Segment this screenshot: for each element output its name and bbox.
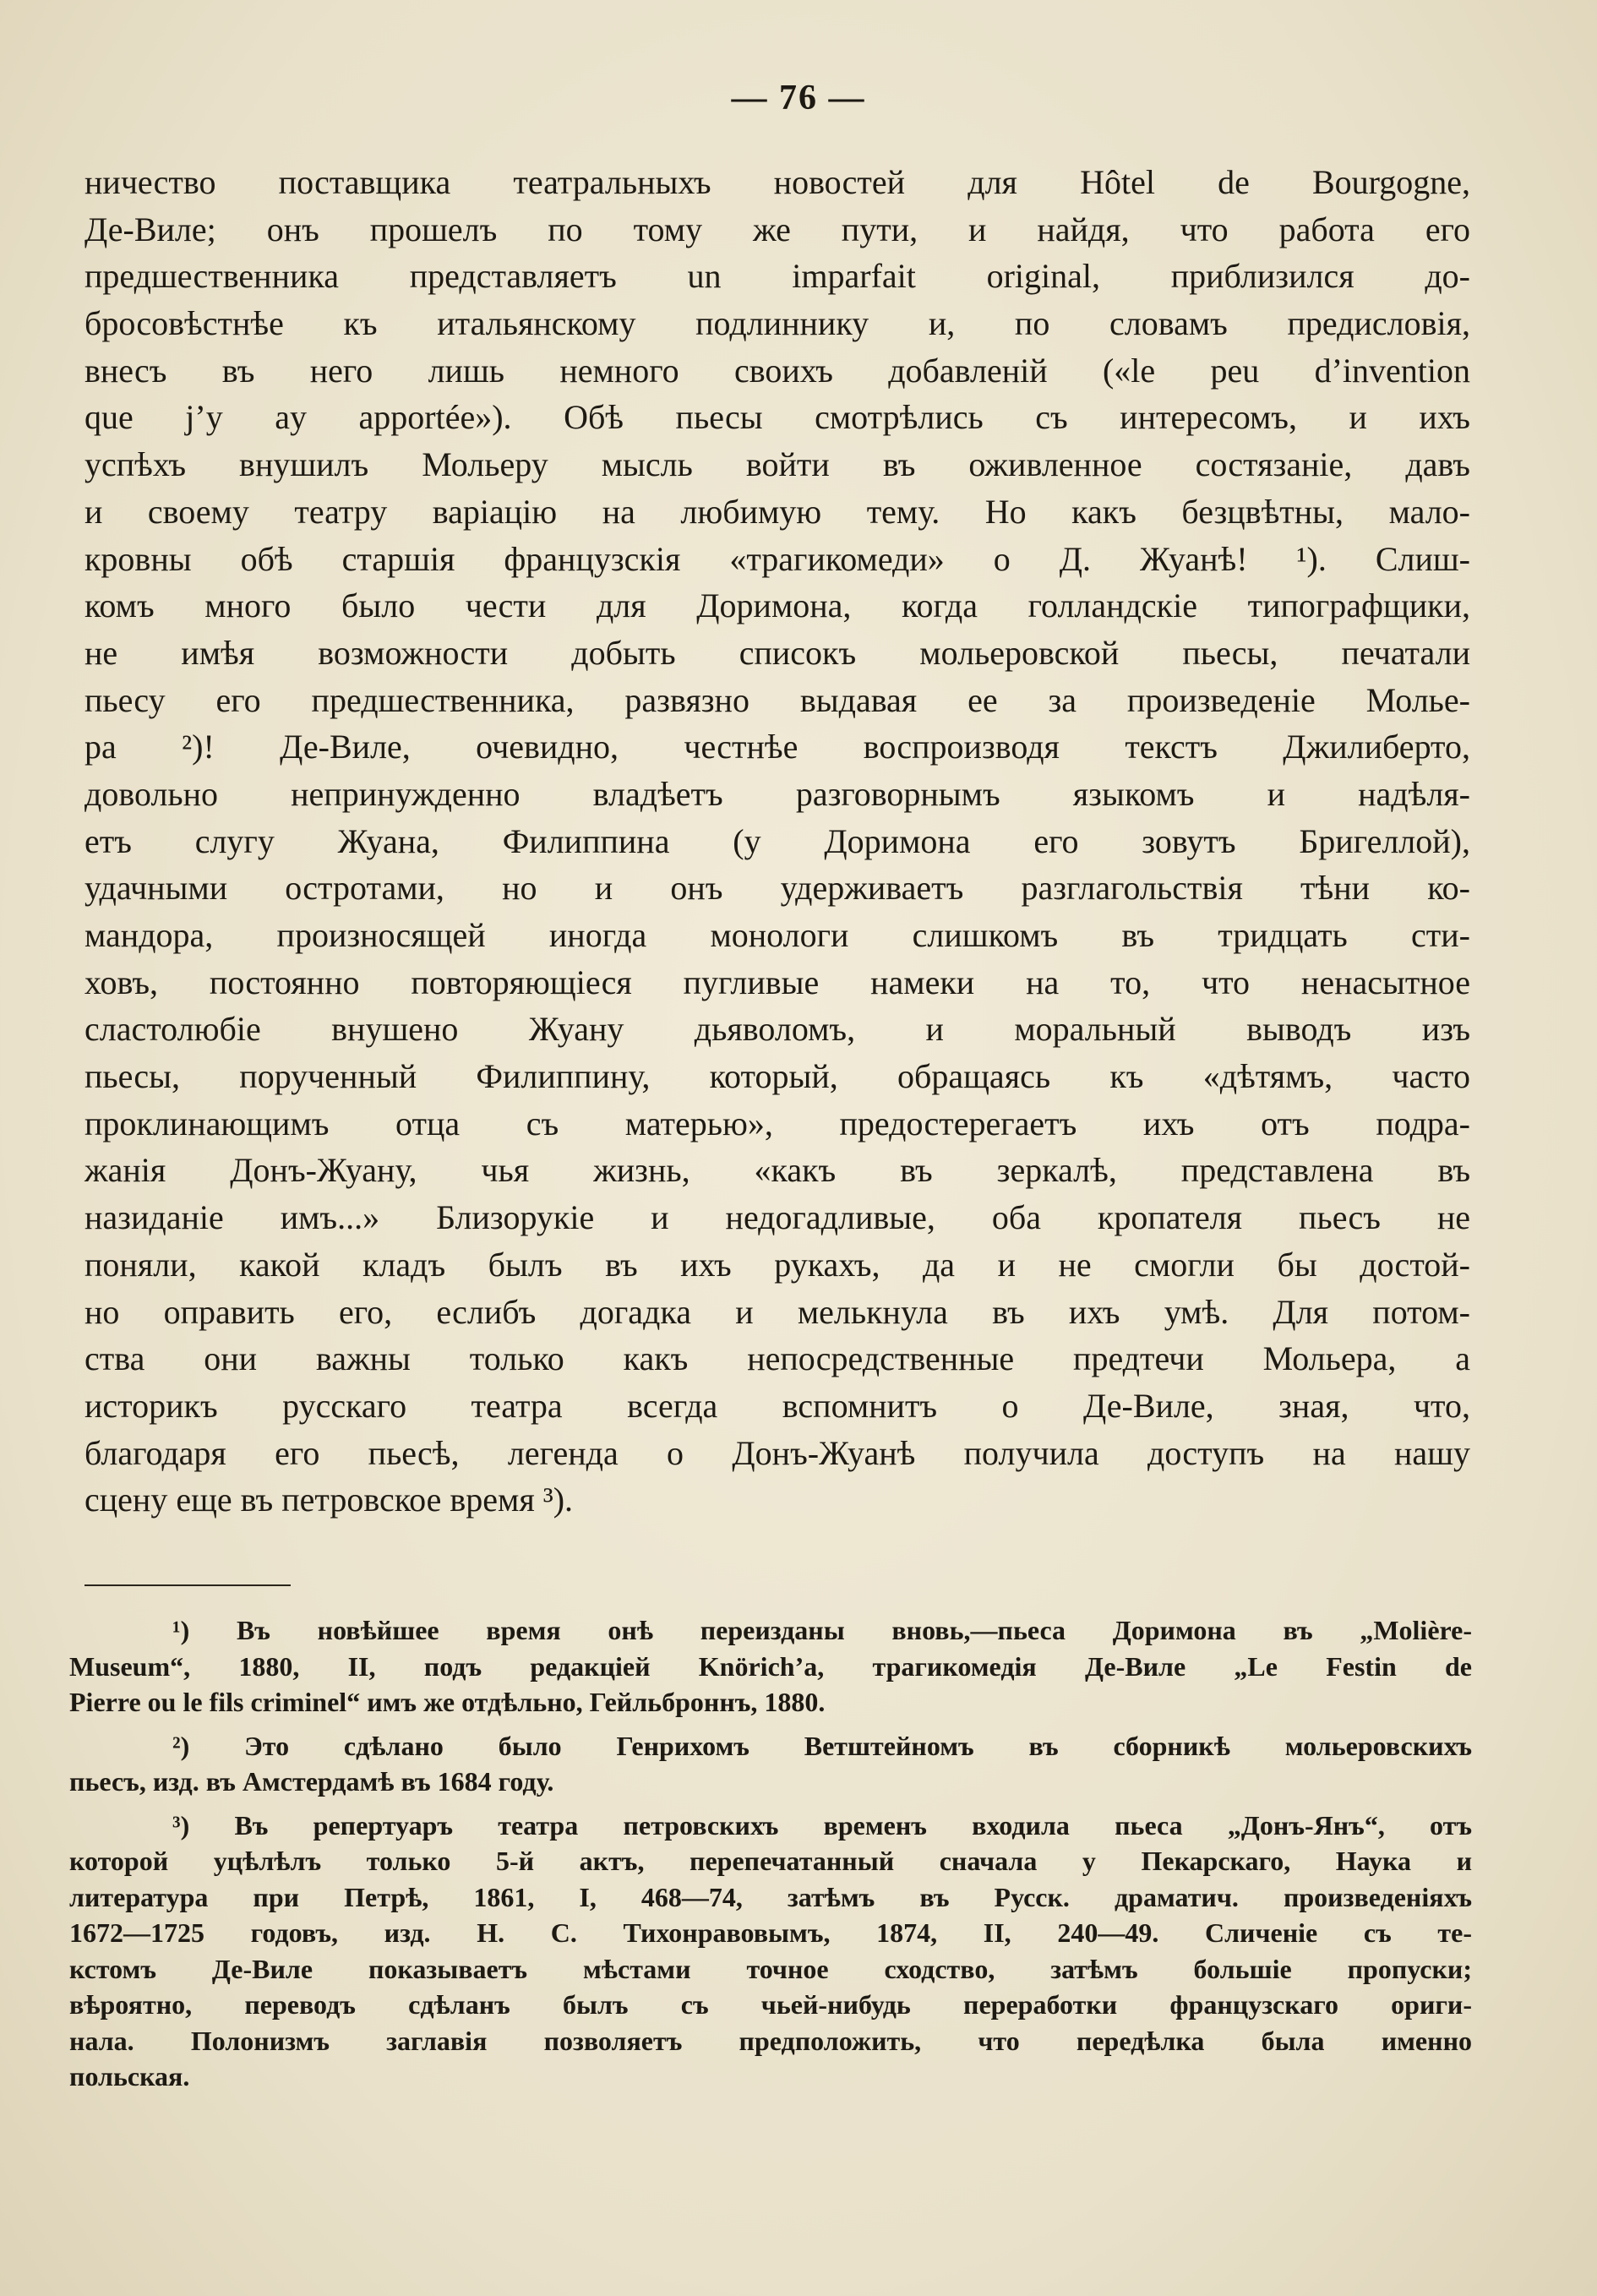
text-line: предшественника представляетъ un imparfait original, приблизился до- xyxy=(84,257,1470,296)
text-line: историкъ русскаго театра всегда вспомнитъ о Де-Виле, зная, что, xyxy=(84,1386,1470,1425)
footnote-line: вѣроятно, переводъ сдѣланъ былъ съ чьей-нибудь переработки французскаго ориги- xyxy=(69,1989,1472,2020)
text-line: пьесу его предшественника, развязно выдавая ее за произведеніе Молье- xyxy=(84,680,1470,719)
footnote-line: кстомъ Де-Виле показываетъ мѣстами точное сходство, затѣмъ большіе пропуски; xyxy=(69,1953,1472,1984)
footnote-separator xyxy=(84,1584,291,1586)
footnotes xyxy=(69,1612,1472,2102)
footnote-line: ³) Въ репертуаръ театра петровскихъ временъ входила пьеса „Донъ-Янъ“, отъ xyxy=(172,1809,1472,1841)
footnote-line: ¹) Въ новѣйшее время онѣ переизданы вновь,—пьеса Доримона въ „Molière- xyxy=(172,1615,1472,1645)
footnote-2 xyxy=(69,1728,1472,1800)
footnote-line: которой уцѣлѣлъ только 5-й актъ, перепечатанный сначала у Пекарскаго, Наука и xyxy=(69,1846,1472,1876)
text-line: сцену еще въ петровское время ³). xyxy=(84,1481,574,1519)
text-line: кровны обѣ старшія французскія «трагикомеди» о Д. Жуанѣ! ¹). Слиш- xyxy=(84,539,1470,578)
text-line: но оправить его, еслибъ догадка и мелькнула въ ихъ умѣ. Для потом- xyxy=(84,1292,1470,1331)
text-line: удачными остротами, но и онъ удерживаетъ разглагольствія тѣни ко- xyxy=(84,869,1470,908)
text-line: Де-Виле; онъ прошелъ по тому же пути, и найдя, что работа его xyxy=(84,210,1470,248)
footnote-line: литература при Петрѣ, 1861, I, 468—74, затѣмъ въ Русск. драматич. произведеніяхъ xyxy=(69,1881,1472,1912)
footnote-line: Pierre ou le fils criminel“ имъ же отдѣльно, Гейльброннъ, 1880. xyxy=(69,1687,826,1717)
footnote-line: нала. Полонизмъ заглавія позволяетъ предположить, что передѣлка была именно xyxy=(69,2025,1472,2056)
footnote-3 xyxy=(69,1808,1472,2095)
footnote-line: ²) Это сдѣлано было Генрихомъ Ветштейномъ въ сборникѣ мольеровскихъ xyxy=(172,1730,1472,1761)
text-line: внесъ въ него лишь немного своихъ добавленій («le peu d’invention xyxy=(84,351,1470,390)
text-line: жанія Донъ-Жуану, чья жизнь, «какъ въ зеркалѣ, представлена въ xyxy=(84,1151,1470,1190)
footnote-line: 1672—1725 годовъ, изд. Н. С. Тихонравовымъ, 1874, II, 240—49. Сличеніе съ те- xyxy=(69,1917,1472,1948)
text-line: мандора, произносящей иногда монологи слишкомъ въ тридцать сти- xyxy=(84,916,1470,954)
footnote-1 xyxy=(69,1612,1472,1721)
main-text xyxy=(84,159,1470,1524)
text-line: комъ много было чести для Доримона, когда голландскіе типографщики, xyxy=(84,586,1470,625)
text-line: пьесы, порученный Филиппину, который, обращаясь къ «дѣтямъ, часто xyxy=(84,1057,1470,1096)
page-number: — 76 — xyxy=(731,79,866,117)
text-line: сластолюбіе внушено Жуану дьяволомъ, и моральный выводъ изъ xyxy=(84,1010,1470,1049)
text-line: бросовѣстнѣе къ итальянскому подлиннику и, по словамъ предисловія, xyxy=(84,304,1470,343)
text-line: que j’y ay apportée»). Обѣ пьесы смотрѣлись съ интересомъ, и ихъ xyxy=(84,398,1470,437)
text-line: довольно непринужденно владѣетъ разговорнымъ языкомъ и надѣля- xyxy=(84,774,1470,813)
text-line: назиданіе имъ...» Близорукіе и недогадливые, оба кропателя пьесъ не xyxy=(84,1198,1470,1237)
text-line: и своему театру варіацію на любимую тему. Но какъ безцвѣтны, мало- xyxy=(84,492,1470,531)
text-line: успѣхъ внушилъ Мольеру мысль войти въ оживленное состязаніе, давъ xyxy=(84,445,1470,484)
text-line: ничество поставщика театральныхъ новостей для Hôtel de Bourgogne, xyxy=(84,163,1470,201)
text-line: ства они важны только какъ непосредственные предтечи Мольера, а xyxy=(84,1339,1470,1378)
footnote-line: польская. xyxy=(69,2061,190,2091)
text-line: етъ слугу Жуана, Филиппина (у Доримона его зовутъ Бригеллой), xyxy=(84,821,1470,860)
text-line: проклинающимъ отца съ матерью», предостерегаетъ ихъ отъ подра- xyxy=(84,1104,1470,1143)
text-line: благодаря его пьесѣ, легенда о Донъ-Жуанѣ получила доступъ на нашу xyxy=(84,1433,1470,1472)
footnote-line: пьесъ, изд. въ Амстердамѣ въ 1684 году. xyxy=(69,1766,554,1797)
text-line: поняли, какой кладъ былъ въ ихъ рукахъ, да и не смогли бы достой- xyxy=(84,1245,1470,1284)
footnote-line: Museum“, 1880, II, подъ редакціей Knörich’a, трагикомедія Де-Виле „Le Festin de xyxy=(69,1650,1472,1682)
text-line: не имѣя возможности добыть списокъ мольеровской пьесы, печатали xyxy=(84,633,1470,672)
text-line: ра ²)! Де-Виле, очевидно, честнѣе воспроизводя текстъ Джилиберто, xyxy=(84,728,1470,766)
text-line: ховъ, постоянно повторяющіеся пугливые намеки на то, что ненасытное xyxy=(84,963,1470,1001)
